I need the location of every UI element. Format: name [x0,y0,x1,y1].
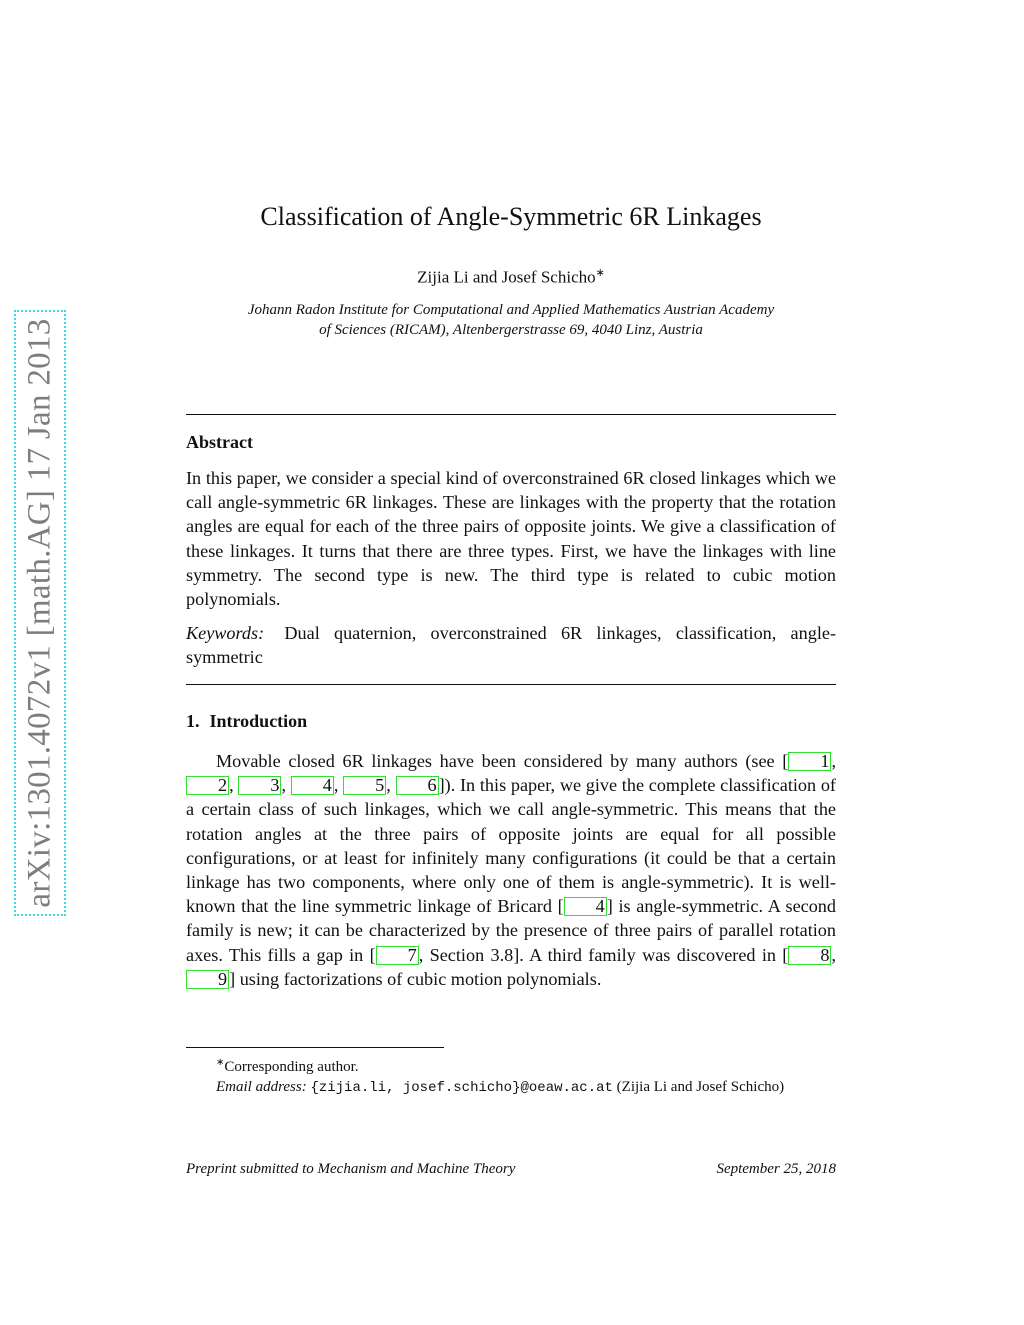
abstract-heading: Abstract [186,432,253,452]
footnote [186,1053,796,1098]
intro-text: ]). In this paper, we give the complete classification of a certain class of such linkages, which we call angle-symmetric. This means that the rotation angles at the three pairs of opposite joints are equal for all possible configurations, or at least for infinitely many configurations (it could be that a certain linkage has two components, where only one of them is angle-symmetric). It is well-known that the line symmetric linkage of Bricard [ [186,775,836,917]
abstract-top-rule [186,414,836,415]
abstract-bottom-rule [186,684,836,685]
citation-link[interactable]: 9 [186,970,229,989]
intro-text: ] is angle-symmetric. A second family is new; it can be characterized by the presence of three pairs of parallel rotation axes. This fills a gap in [ [186,896,836,965]
intro-text: ] using factorizations of cubic motion polynomials. [229,968,602,989]
corresponding-author-mark[interactable]: ∗ [595,267,605,279]
section-heading-introduction [186,711,307,732]
citation-link[interactable]: 4 [564,897,607,916]
citation-link[interactable]: 7 [376,946,419,965]
intro-text: , [281,775,291,796]
citation-link[interactable]: 5 [343,776,386,795]
footnote-corresponding-text: Corresponding author. [224,1059,359,1075]
paper-title: Classification of Angle-Symmetric 6R Linkages [260,202,762,231]
keywords [186,621,836,669]
affiliation-line-1: Johann Radon Institute for Computational and Applied Mathematics Austrian Academy [247,302,775,318]
author-names: Zijia Li and Josef Schicho [417,267,596,287]
arxiv-identifier: arXiv:1301.4072v1 [math.AG] 17 Jan 2013 [21,318,58,908]
intro-text: , [386,775,396,796]
preprint-date: September 25, 2018 [716,1161,836,1177]
intro-text: , Section 3.8]. A third family was discovered in [ [418,944,789,965]
citation-link[interactable]: 1 [788,752,831,771]
citation-link[interactable]: 4 [291,776,334,795]
email-owners: (Zijia Li and Josef Schicho) [612,1079,785,1095]
author-list [186,266,836,288]
preprint-journal: Preprint submitted to Mechanism and Machine Theory [186,1161,516,1177]
intro-text: , [831,944,836,965]
introduction-paragraph [186,749,836,991]
intro-text: Movable closed 6R linkages have been considered by many authors (see [ [216,751,789,771]
intro-text: , [229,775,239,796]
intro-text: , [333,775,344,796]
citation-link[interactable]: 2 [186,776,229,795]
citation-link[interactable]: 6 [396,776,439,795]
section-number: 1. [186,711,200,731]
arxiv-stamp[interactable] [14,310,66,916]
footnote-mark: ∗ [216,1057,225,1068]
intro-text: , [831,751,836,771]
email-address[interactable]: {zijia.li, josef.schicho}@oeaw.ac.at [310,1080,613,1096]
keywords-label: Keywords: [186,623,265,643]
affiliation-line-2: of Sciences (RICAM), Altenbergerstrasse 69, 4040 Linz, Austria [319,322,703,338]
abstract-text: In this paper, we consider a special kind of overconstrained 6R closed linkages which we call angle-symmetric 6R linkages. These are linkages with the property that the rotation angles are equal for each of the three pairs of opposite joints. We give a classification of these linkages. It turns that there are three types. First, we have the linkages with line symmetry. The second type is new. The third type is related to cubic motion polynomials. [186,468,836,610]
footnote-email [186,1077,796,1098]
section-title: Introduction [209,711,308,731]
email-label: Email address: [216,1079,307,1095]
footnote-corresponding [186,1053,796,1077]
citation-link[interactable]: 8 [788,946,831,965]
affiliation [186,300,836,340]
citation-link[interactable]: 3 [238,776,281,795]
keywords-list: Dual quaternion, overconstrained 6R linkages, classification, angle-symmetric [186,623,837,668]
footnote-rule [186,1047,444,1048]
